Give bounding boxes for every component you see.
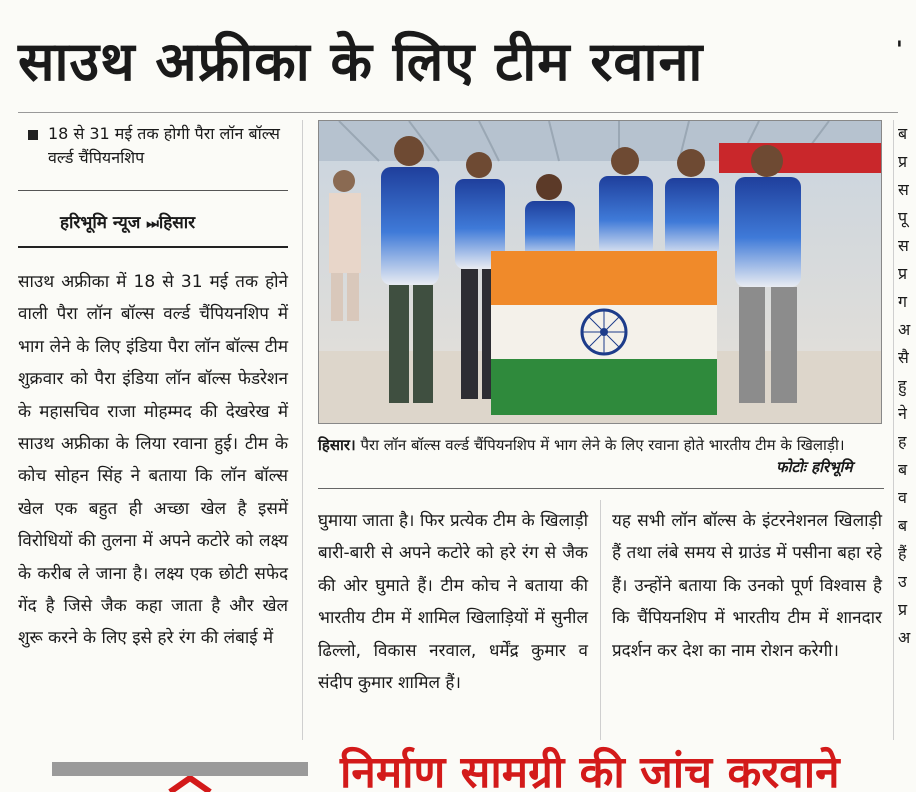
byline-source: हरिभूमि न्यूज [60,213,141,233]
photo-caption [318,433,878,457]
body-column-2: घुमाया जाता है। फिर प्रत्येक टीम के खिलाड़ी बारी-बारी से अपने कटोरे को हरे रंग से जैक की ओर घुमाते हैं। टीम कोच ने बताया की भारतीय टीम में शामिल खिलाड़ियों में सुनील ढिल्लो, विकास नरवाल, धर्मेंद्र कुमार व संदीप कुमार शामिल हैं। [318,511,588,694]
column-rule-1 [302,120,303,740]
x-logo-icon [150,776,230,792]
team-photo-illustration [319,121,881,423]
adjacent-article-edge: ब प्र स पू स प्र ग अ सै हु ने ह ब व ब हैं उ प्र अ [898,124,911,647]
byline-divider [18,246,288,248]
body-column-3: यह सभी लॉन बॉल्स के इंटरनेशनल खिलाड़ी हैं तथा लंबे समय से ग्राउंड में पसीना बहा रहे हैं। उन्होंने बताया कि उनको पूर्ण विश्वास है कि चैंपियनशिप में भारतीय टीम में शानदार प्रदर्शन कर देश का नाम रोशन करेगी। [612,511,882,661]
next-article-headline: निर्माण सामग्री की जांच करवाने [340,747,840,792]
caption-text: पैरा लॉन बॉल्स वर्ल्ड चैंपियनशिप में भाग लेने के लिए रवाना होते भारतीय टीम के खिलाड़ी। [360,436,845,454]
clipped-headline-edge: ' [896,38,903,63]
byline [60,210,195,233]
column-rule-3 [893,120,894,740]
headline: साउथ अफ्रीका के लिए टीम रवाना [18,30,704,93]
team-photo [318,120,882,424]
headline-divider [18,112,898,113]
photo-credit: फोटोः हरिभूमि [776,458,853,476]
fast-forward-icon: ⏭ [146,216,159,232]
indian-flag [491,251,717,415]
square-bullet-icon [28,130,38,140]
caption-place: हिसार। [318,436,356,454]
body-column-1: साउथ अफ्रीका में 18 से 31 मई तक होने वाली पैरा लॉन बॉल्स वर्ल्ड चैंपियनशिप में भाग लेने के लिए इंडिया पैरा लॉन बॉल्स टीम शुक्रवार को पैरा इंडिया लॉन बॉल्स फेडरेशन के महासचिव राजा मोहम्मद की देखरेख में साउथ अफ्रीका के लिया रवाना हुई। टीम के कोच सोहन सिंह ने बताया कि लॉन बॉल्स खेल एक बहुत ही अच्छा खेल है इसमें विरोधियों की तुलना में अपने कटोरे को लक्ष्य के करीब ले जाना है। लक्ष्य एक छोटी सफेद गेंद है जिसे जैक कहा जाता है और खेल शुरू करने के लिए इसे हरे रंग की लंबाई में [18,272,288,649]
caption-divider [318,488,884,489]
summary-text: 18 से 31 मई तक होगी पैरा लॉन बॉल्स वर्ल्ड चैंपियनशिप [48,124,280,167]
byline-place: हिसार [158,213,196,233]
footer-bar [52,762,308,776]
summary-divider [18,190,288,191]
column-rule-2 [600,500,601,740]
